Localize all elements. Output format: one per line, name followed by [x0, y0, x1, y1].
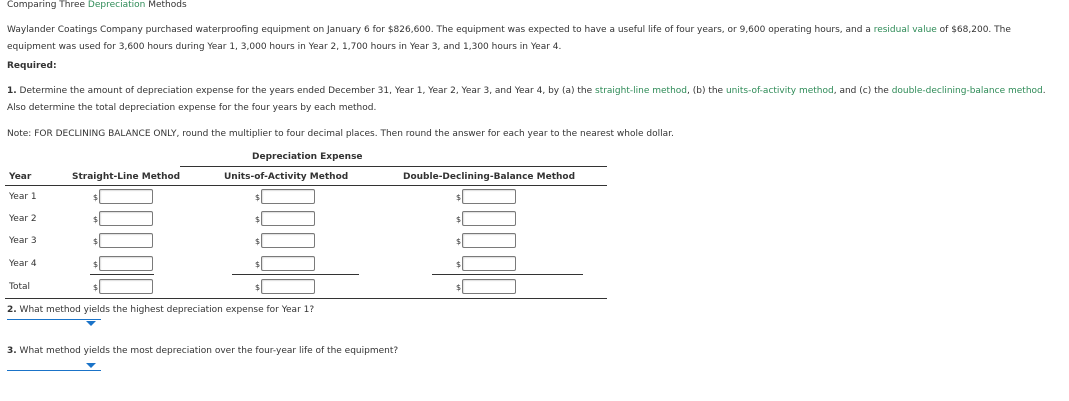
row-label-total: Total [9, 282, 31, 292]
currency-symbol: $ [255, 215, 261, 224]
table-bottom-rule [5, 298, 607, 299]
depreciation-expense-header: Depreciation Expense [252, 152, 363, 162]
row-label-year4: Year 4 [9, 259, 37, 269]
ua-total-input[interactable] [261, 279, 315, 294]
q3-dropdown[interactable] [7, 370, 101, 371]
ddb-total-input[interactable] [462, 279, 516, 294]
currency-symbol: $ [93, 215, 99, 224]
currency-symbol: $ [255, 283, 261, 292]
row-label-year3: Year 3 [9, 236, 37, 246]
col-ddb: Double-Declining-Balance Method [403, 172, 576, 182]
question-2: 2. What method yields the highest depreciation expense for Year 1? [7, 305, 315, 315]
sl-total-input[interactable] [99, 279, 153, 294]
units-of-activity-link[interactable]: units-of-activity method [725, 86, 834, 96]
currency-symbol: $ [456, 215, 462, 224]
question-1: 1. Determine the amount of depreciation expense for the years ended December 31, Year 1, Year 2, Year 3, and Year 4, by (a) the straight-line method, (b) the units-of-activity method, and (c) the double-declining-balance method. Also determine the total depreciation expense for the four years by each method. [7, 86, 1046, 113]
currency-symbol: $ [93, 237, 99, 246]
ua-year2-input[interactable] [261, 211, 315, 226]
col-units-of-activity: Units-of-Activity Method [224, 172, 349, 182]
residual-value-link[interactable]: residual value [873, 25, 937, 35]
ddb-year1-input[interactable] [462, 189, 516, 204]
currency-symbol: $ [93, 193, 99, 202]
ua-year4-input[interactable] [261, 256, 315, 271]
sl-year1-input[interactable] [99, 189, 153, 204]
currency-symbol: $ [93, 260, 99, 269]
q2-dropdown[interactable] [7, 319, 101, 320]
chevron-down-icon[interactable] [86, 321, 96, 326]
ua-total-rule [232, 274, 359, 275]
col-year: Year [9, 172, 32, 182]
required-heading: Required: [7, 61, 57, 71]
currency-symbol: $ [255, 237, 261, 246]
straight-line-link[interactable]: straight-line method [595, 86, 687, 96]
currency-symbol: $ [456, 260, 462, 269]
ua-year3-input[interactable] [261, 233, 315, 248]
currency-symbol: $ [255, 260, 261, 269]
column-header-rule [5, 185, 607, 186]
header-rule [180, 166, 607, 167]
depreciation-link[interactable]: Depreciation [87, 0, 146, 10]
page-title: Comparing Three Depreciation Methods [7, 0, 187, 10]
ddb-year4-input[interactable] [462, 256, 516, 271]
ddb-total-rule [432, 274, 583, 275]
currency-symbol: $ [456, 193, 462, 202]
question-3: 3. What method yields the most depreciation over the four-year life of the equipment? [7, 346, 399, 356]
currency-symbol: $ [255, 193, 261, 202]
ddb-year3-input[interactable] [462, 233, 516, 248]
row-label-year1: Year 1 [9, 192, 37, 202]
chevron-down-icon[interactable] [86, 363, 96, 368]
row-label-year2: Year 2 [9, 214, 37, 224]
currency-symbol: $ [456, 283, 462, 292]
sl-year3-input[interactable] [99, 233, 153, 248]
rounding-note: Note: FOR DECLINING BALANCE ONLY, round the multiplier to four decimal places. Then round the answer for each year to the nearest whole dollar. [7, 129, 674, 139]
currency-symbol: $ [93, 283, 99, 292]
sl-year2-input[interactable] [99, 211, 153, 226]
ua-year1-input[interactable] [261, 189, 315, 204]
currency-symbol: $ [456, 237, 462, 246]
col-straight-line: Straight-Line Method [72, 172, 181, 182]
ddb-year2-input[interactable] [462, 211, 516, 226]
sl-year4-input[interactable] [99, 256, 153, 271]
problem-text: Waylander Coatings Company purchased waterproofing equipment on January 6 for $826,600. The equipment was expected to have a useful life of four years, or 9,600 operating hours, and a residual value of $68,200. The equipment was used for 3,600 hours during Year 1, 3,000 hours in Year 2, 1,700 hours in Year 3, and 1,300 hours in Year 4. [7, 25, 1011, 52]
double-declining-link[interactable]: double-declining-balance method [891, 86, 1043, 96]
sl-total-rule [90, 274, 154, 275]
